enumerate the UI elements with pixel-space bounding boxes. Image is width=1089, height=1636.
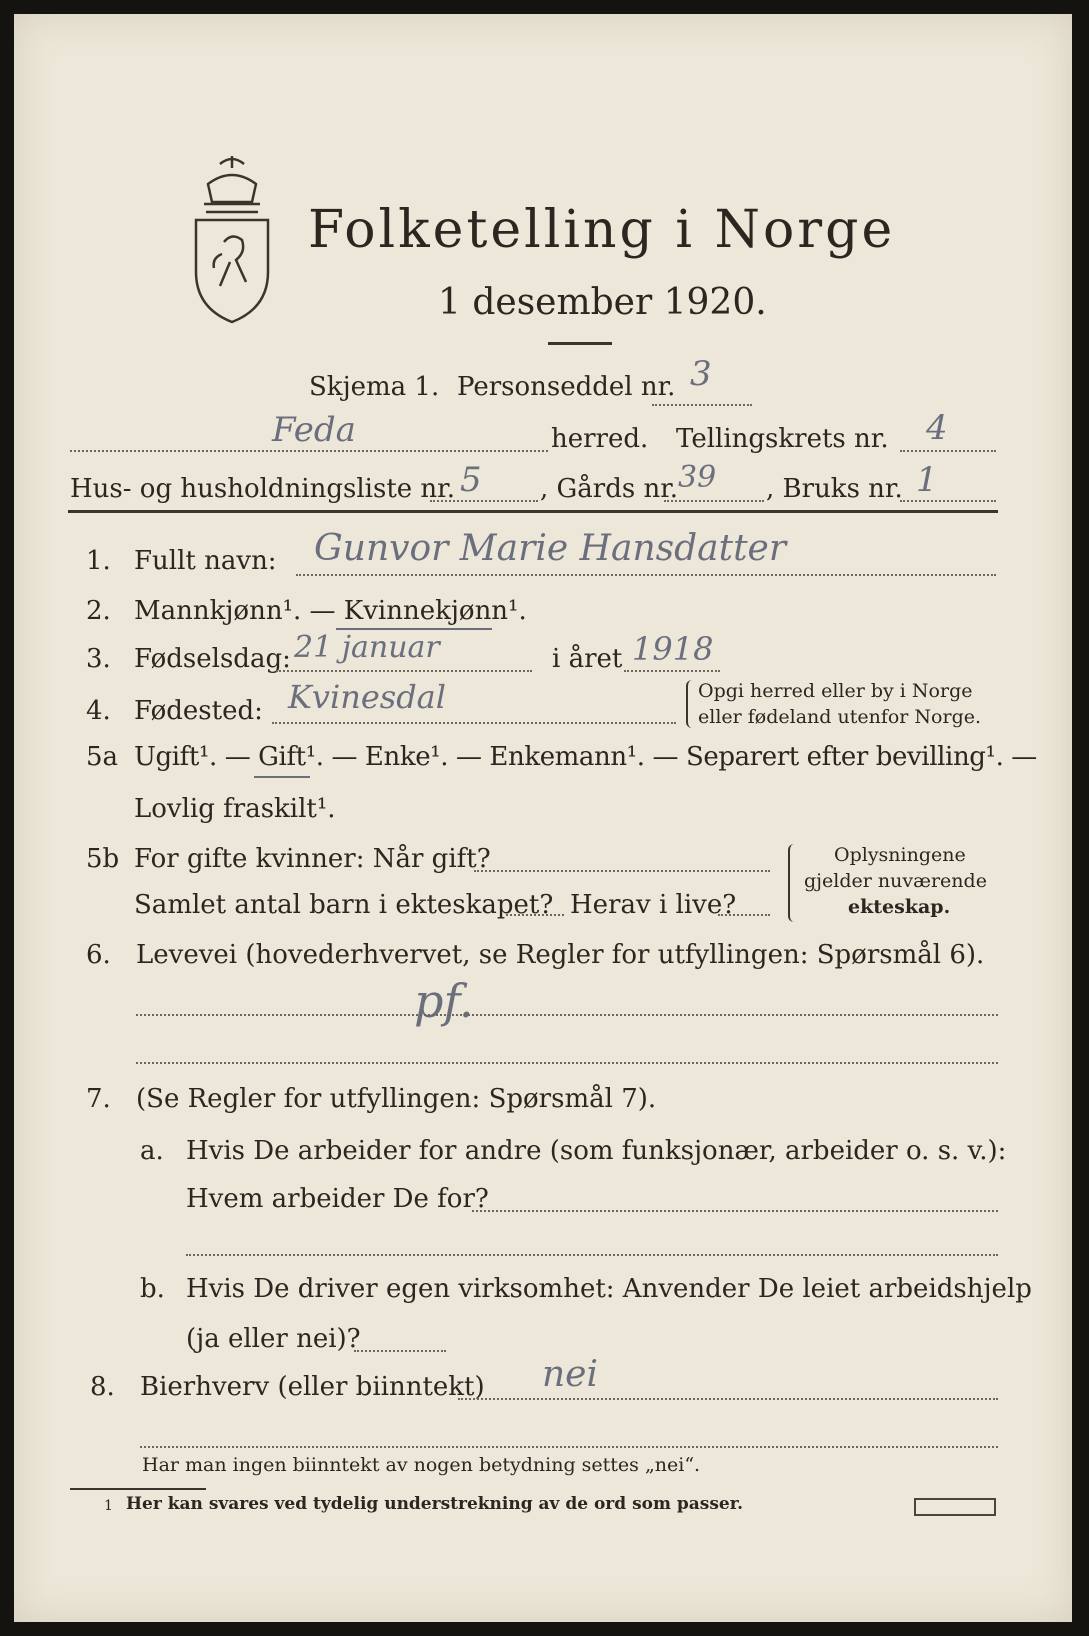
q4-number: 4. (86, 696, 111, 726)
q7a-line1 (472, 1210, 998, 1212)
gards-line (664, 500, 764, 502)
personseddel-line (652, 404, 752, 406)
q3-day-line (276, 670, 532, 672)
bruks-value[interactable]: 1 (916, 460, 938, 500)
herred-label: herred. (551, 424, 649, 454)
q5b-children-line (506, 914, 564, 916)
q7a-label: Hvis De arbeider for andre (som funksjonær, arbeider o. s. v.): (186, 1136, 1007, 1166)
schema-label: Skjema 1. (309, 372, 440, 402)
q7a-employer-label: Hvem arbeider De for? (186, 1184, 489, 1214)
q3-birth-day[interactable]: 21 januar (294, 630, 440, 665)
q5a-marital-options-line2: Lovlig fraskilt¹. (134, 794, 336, 824)
footnote-text: Her kan svares ved tydelig understrekning av de ord som passer. (126, 1494, 744, 1514)
personseddel-value[interactable]: 3 (690, 354, 712, 394)
q6-line1 (136, 1014, 998, 1016)
q5b-number: 5b (86, 844, 120, 874)
q7b-letter: b. (140, 1274, 165, 1304)
q8-label: Bierhverv (eller biinntekt) (140, 1372, 485, 1402)
q5b-note-line1: Oplysningene (834, 844, 966, 866)
herred-value[interactable]: Feda (272, 410, 356, 450)
tellingskrets-line (900, 450, 996, 452)
q1-label: Fullt navn: (134, 546, 277, 576)
q3-label: Fødselsdag: (134, 644, 291, 674)
q8-line1 (458, 1398, 998, 1400)
title-divider (548, 342, 612, 345)
q6-number: 6. (86, 940, 111, 970)
q2-number: 2. (86, 596, 111, 626)
q2-gender-options: Mannkjønn¹. — Kvinnekjønn¹. (134, 596, 527, 626)
husholdning-label: Hus- og husholdningsliste nr. (70, 474, 456, 504)
q7b-label-line2: (ja eller nei)? (186, 1324, 361, 1354)
q8-line2 (140, 1446, 998, 1448)
q7a-line2 (186, 1254, 998, 1256)
husholdning-value[interactable]: 5 (460, 460, 482, 500)
bruks-line (900, 500, 996, 502)
q4-line (272, 722, 676, 724)
q1-full-name[interactable]: Gunvor Marie Hansdatter (314, 528, 787, 569)
tellingskrets-label: Tellingskrets nr. (676, 424, 889, 454)
q7a-letter: a. (140, 1136, 164, 1166)
q4-birthplace[interactable]: Kvinesdal (288, 678, 446, 716)
census-form-sheet (14, 14, 1072, 1622)
tellingskrets-value[interactable]: 4 (926, 408, 948, 448)
q3-year-line (624, 670, 720, 672)
q4-note-line2: eller fødeland utenfor Norge. (698, 706, 982, 728)
q8-side-income[interactable]: nei (542, 1354, 599, 1395)
q3-birth-year[interactable]: 1918 (632, 630, 714, 668)
q5b-label: For gifte kvinner: Når gift? (134, 844, 491, 874)
q5b-married-line (474, 870, 770, 872)
q6-label: Levevei (hovederhvervet, se Regler for utfyllingen: Spørsmål 6). (136, 940, 985, 970)
q8-number: 8. (90, 1372, 115, 1402)
q6-line2 (136, 1062, 998, 1064)
bruks-label: , Bruks nr. (766, 474, 903, 504)
q1-number: 1. (86, 546, 111, 576)
q4-note-line1: Opgi herred eller by i Norge (698, 680, 973, 702)
q5b-note-brace (788, 844, 798, 922)
q7b-label: Hvis De driver egen virksomhet: Anvender De leiet arbeidshjelp (186, 1274, 1032, 1304)
personseddel-label: Personseddel nr. (457, 372, 676, 402)
gards-value[interactable]: 39 (678, 460, 717, 495)
q7b-line (354, 1350, 446, 1352)
header-separator (68, 510, 998, 513)
coat-of-arms-icon (184, 154, 280, 326)
q5a-marital-options: Ugift¹. — Gift¹. — Enke¹. — Enkemann¹. — Separert efter bevilling¹. — (134, 742, 1037, 772)
q5a-number: 5a (86, 742, 119, 772)
q1-line (296, 574, 996, 576)
q5a-selection-underline (254, 776, 310, 778)
herred-line (70, 450, 548, 452)
income-note: Har man ingen biinntekt av nogen betydning settes „nei“. (142, 1454, 701, 1476)
q3-number: 3. (86, 644, 111, 674)
q7-label: (Se Regler for utfyllingen: Spørsmål 7). (136, 1084, 657, 1114)
q7-number: 7. (86, 1084, 111, 1114)
q5b-alive-line (718, 914, 770, 916)
q5b-note-line2: gjelder nuværende (804, 870, 987, 892)
q4-note-brace (686, 680, 694, 728)
census-date: 1 desember 1920. (438, 282, 767, 323)
q5b-note-line3: ekteskap. (848, 896, 951, 918)
gards-label: , Gårds nr. (540, 474, 679, 504)
husholdning-line (430, 500, 538, 502)
q6-occupation[interactable]: pf. (414, 974, 474, 1028)
q5b-alive-label: Herav i live? (570, 890, 737, 920)
footnote-number: 1 (104, 1498, 113, 1514)
q3-year-label: i året (552, 644, 623, 674)
form-title: Folketelling i Norge (308, 200, 896, 260)
footnote-divider (70, 1488, 206, 1490)
q4-label: Fødested: (134, 696, 263, 726)
printer-stamp (914, 1498, 996, 1516)
q5b-children-label: Samlet antal barn i ekteskapet? (134, 890, 554, 920)
